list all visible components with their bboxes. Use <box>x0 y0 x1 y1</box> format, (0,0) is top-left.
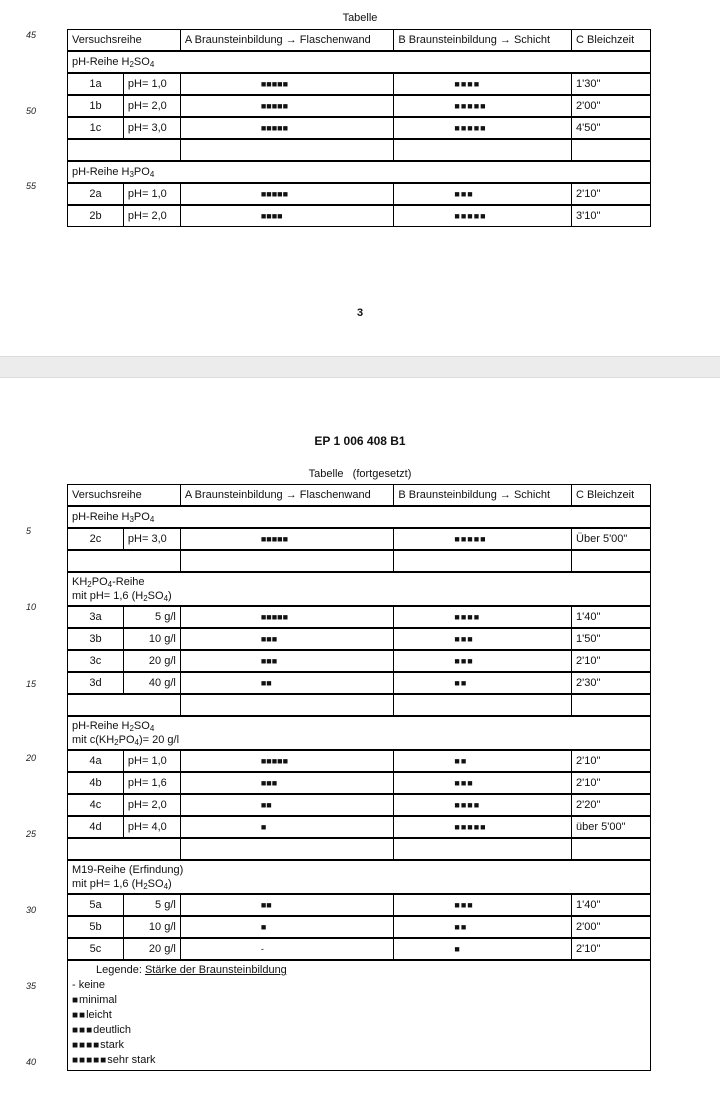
document-page-4 <box>0 378 720 1094</box>
row-a-rating: ■ <box>180 916 394 938</box>
page-number: 3 <box>356 307 364 319</box>
row-bleichzeit: 1'40" <box>572 606 651 628</box>
group-title: pH-Reihe $H_2SO_4$ mit $c(KH_2PO_4)= 20$ g/l <box>68 716 651 750</box>
group-title: pH-Reihe $H_3PO_4$ <box>68 506 651 528</box>
row-bleichzeit: 2'00" <box>572 95 651 117</box>
row-bleichzeit: über 5'00" <box>572 816 651 838</box>
row-bleichzeit: 1'30" <box>572 73 651 95</box>
row-b-rating: ■■■■■ <box>394 205 572 227</box>
row-b-rating: ■■■■ <box>394 794 572 816</box>
row-b-rating: ■■■ <box>394 772 572 794</box>
row-b-rating: ■■■■ <box>394 606 572 628</box>
header-versuchsreihe: Versuchsreihe <box>68 30 181 52</box>
row-condition: 20 g/l <box>123 650 180 672</box>
legend-item <box>72 1053 646 1068</box>
header-a: A Braunsteinbildung → Flaschenwand <box>180 30 394 52</box>
legend <box>68 960 651 1071</box>
row-id: 5a <box>68 894 124 916</box>
table-row <box>68 606 651 628</box>
page-separator <box>0 356 720 378</box>
row-a-rating: - <box>180 938 394 960</box>
table-row <box>68 628 651 650</box>
document-id: EP 1 006 408 B1 <box>314 434 406 448</box>
row-a-rating: ■■ <box>180 672 394 694</box>
legend-symbol: ■■■■■ <box>72 1055 108 1066</box>
row-condition: pH= 3,0 <box>123 528 180 550</box>
header-b: B Braunsteinbildung → Schicht <box>394 485 572 507</box>
row-id: 5c <box>68 938 124 960</box>
line-number: 20 <box>26 753 37 763</box>
row-condition: pH= 1,6 <box>123 772 180 794</box>
legend-symbol: ■■■ <box>72 1025 94 1036</box>
table-row <box>68 650 651 672</box>
legend-label: deutlich <box>93 1024 132 1036</box>
row-bleichzeit: 2'10" <box>572 750 651 772</box>
header-c: C Bleichzeit <box>572 485 651 507</box>
group-title: pH-Reihe $H_3PO_4$ <box>68 161 651 183</box>
empty-row <box>68 694 651 716</box>
header-b: B Braunsteinbildung → Schicht <box>394 30 572 52</box>
document-page-3 <box>0 0 720 356</box>
legend-item <box>72 993 646 1008</box>
group-title-row <box>68 572 651 606</box>
line-number: 55 <box>26 181 37 191</box>
row-bleichzeit: 4'50" <box>572 117 651 139</box>
results-table <box>67 29 651 227</box>
table-row <box>68 95 651 117</box>
row-bleichzeit: 1'40" <box>572 894 651 916</box>
row-b-rating: ■■■■■ <box>394 528 572 550</box>
legend-item <box>72 978 646 993</box>
legend-symbol: - <box>72 979 76 991</box>
legend-heading: Stärke der Braunsteinbildung <box>144 964 287 976</box>
row-bleichzeit: 2'00" <box>572 916 651 938</box>
row-condition: 10 g/l <box>123 916 180 938</box>
row-condition: 20 g/l <box>123 938 180 960</box>
legend-row <box>68 960 651 1071</box>
table-row <box>68 205 651 227</box>
row-a-rating: ■■■ <box>180 650 394 672</box>
row-a-rating: ■■ <box>180 794 394 816</box>
legend-label: stark <box>100 1039 125 1051</box>
table-row <box>68 916 651 938</box>
empty-row <box>68 550 651 572</box>
row-id: 3d <box>68 672 124 694</box>
table-row <box>68 117 651 139</box>
row-id: 1c <box>68 117 124 139</box>
legend-item <box>72 1023 646 1038</box>
table-header-row <box>68 30 651 52</box>
row-id: 4b <box>68 772 124 794</box>
table-row <box>68 73 651 95</box>
table-caption: Tabelle (fortgesetzt) <box>308 468 412 480</box>
legend-label: leicht <box>86 1009 112 1021</box>
legend-label: keine <box>75 979 106 991</box>
row-a-rating: ■■■ <box>180 772 394 794</box>
row-a-rating: ■■■■■ <box>180 183 394 205</box>
row-b-rating: ■■■ <box>394 183 572 205</box>
legend-item <box>72 1038 646 1053</box>
row-condition: 10 g/l <box>123 628 180 650</box>
line-number: 45 <box>26 30 37 40</box>
row-id: 1a <box>68 73 124 95</box>
row-condition: 5 g/l <box>123 606 180 628</box>
empty-row <box>68 838 651 860</box>
row-bleichzeit: 2'10" <box>572 772 651 794</box>
row-bleichzeit: 2'10" <box>572 938 651 960</box>
row-condition: pH= 1,0 <box>123 73 180 95</box>
table-row <box>68 750 651 772</box>
line-number: 10 <box>26 602 37 612</box>
row-a-rating: ■ <box>180 816 394 838</box>
group-title-row <box>68 506 651 528</box>
row-bleichzeit: 2'20" <box>572 794 651 816</box>
row-a-rating: ■■■■■ <box>180 750 394 772</box>
table-row <box>68 938 651 960</box>
table-row <box>68 794 651 816</box>
row-condition: pH= 2,0 <box>123 794 180 816</box>
row-condition: pH= 3,0 <box>123 117 180 139</box>
row-b-rating: ■ <box>394 938 572 960</box>
header-c: C Bleichzeit <box>572 30 651 52</box>
row-b-rating: ■■■ <box>394 628 572 650</box>
row-b-rating: ■■ <box>394 750 572 772</box>
row-id: 5b <box>68 916 124 938</box>
row-a-rating: ■■ <box>180 894 394 916</box>
legend-label: minimal <box>79 994 117 1006</box>
row-bleichzeit: Über 5'00" <box>572 528 651 550</box>
line-number: 5 <box>26 526 32 536</box>
legend-item <box>72 1008 646 1023</box>
row-a-rating: ■■■■ <box>180 205 394 227</box>
line-number: 30 <box>26 905 37 915</box>
row-a-rating: ■■■■■ <box>180 117 394 139</box>
legend-symbol: ■■■■ <box>72 1040 101 1051</box>
row-id: 1b <box>68 95 124 117</box>
row-b-rating: ■■ <box>394 672 572 694</box>
group-title: M19-Reihe (Erfindung) mit pH= 1,6 $(H_2SO_4)$ <box>68 860 651 894</box>
line-number: 40 <box>26 1057 37 1067</box>
table-row <box>68 672 651 694</box>
group-title-row <box>68 161 651 183</box>
table-row <box>68 183 651 205</box>
table-header-row <box>68 485 651 507</box>
row-a-rating: ■■■■■ <box>180 606 394 628</box>
table-caption: Tabelle <box>342 12 378 24</box>
row-condition: 40 g/l <box>123 672 180 694</box>
legend-title <box>72 963 646 978</box>
table-row <box>68 816 651 838</box>
row-condition: pH= 4,0 <box>123 816 180 838</box>
line-number: 15 <box>26 679 37 689</box>
row-id: 4c <box>68 794 124 816</box>
header-a: A Braunsteinbildung → Flaschenwand <box>180 485 394 507</box>
line-number: 50 <box>26 106 37 116</box>
row-b-rating: ■■ <box>394 916 572 938</box>
results-table-continued <box>67 484 651 1071</box>
table-row <box>68 894 651 916</box>
row-bleichzeit: 2'10" <box>572 183 651 205</box>
row-bleichzeit: 3'10" <box>572 205 651 227</box>
row-a-rating: ■■■■■ <box>180 73 394 95</box>
row-id: 3c <box>68 650 124 672</box>
row-condition: 5 g/l <box>123 894 180 916</box>
row-id: 2b <box>68 205 124 227</box>
row-id: 2c <box>68 528 124 550</box>
row-a-rating: ■■■■■ <box>180 528 394 550</box>
row-a-rating: ■■■ <box>180 628 394 650</box>
row-b-rating: ■■■■■ <box>394 95 572 117</box>
row-id: 3a <box>68 606 124 628</box>
group-title-row <box>68 51 651 73</box>
table-row <box>68 772 651 794</box>
line-number: 35 <box>26 981 37 991</box>
row-condition: pH= 1,0 <box>123 183 180 205</box>
row-b-rating: ■■■■■ <box>394 117 572 139</box>
row-condition: pH= 2,0 <box>123 205 180 227</box>
row-id: 2a <box>68 183 124 205</box>
row-b-rating: ■■■ <box>394 894 572 916</box>
group-title-row <box>68 716 651 750</box>
row-condition: pH= 2,0 <box>123 95 180 117</box>
legend-prefix: Legende: <box>96 964 145 976</box>
row-b-rating: ■■■■■ <box>394 816 572 838</box>
group-title-row <box>68 860 651 894</box>
row-id: 3b <box>68 628 124 650</box>
legend-symbol: ■■ <box>72 1010 87 1021</box>
header-versuchsreihe: Versuchsreihe <box>68 485 181 507</box>
line-number: 25 <box>26 829 37 839</box>
row-b-rating: ■■■■ <box>394 73 572 95</box>
legend-symbol: ■ <box>72 995 80 1006</box>
row-bleichzeit: 2'30" <box>572 672 651 694</box>
row-id: 4d <box>68 816 124 838</box>
row-b-rating: ■■■ <box>394 650 572 672</box>
row-condition: pH= 1,0 <box>123 750 180 772</box>
empty-row <box>68 139 651 161</box>
group-title-line1: M19-Reihe (Erfindung) <box>72 864 184 876</box>
group-title: pH-Reihe $H_2SO_4$ <box>68 51 651 73</box>
row-id: 4a <box>68 750 124 772</box>
row-a-rating: ■■■■■ <box>180 95 394 117</box>
row-bleichzeit: 2'10" <box>572 650 651 672</box>
group-title: $KH_2PO_4$-Reihe mit pH= 1,6 $(H_2SO_4)$ <box>68 572 651 606</box>
row-bleichzeit: 1'50" <box>572 628 651 650</box>
table-row <box>68 528 651 550</box>
legend-label: sehr stark <box>107 1054 156 1066</box>
